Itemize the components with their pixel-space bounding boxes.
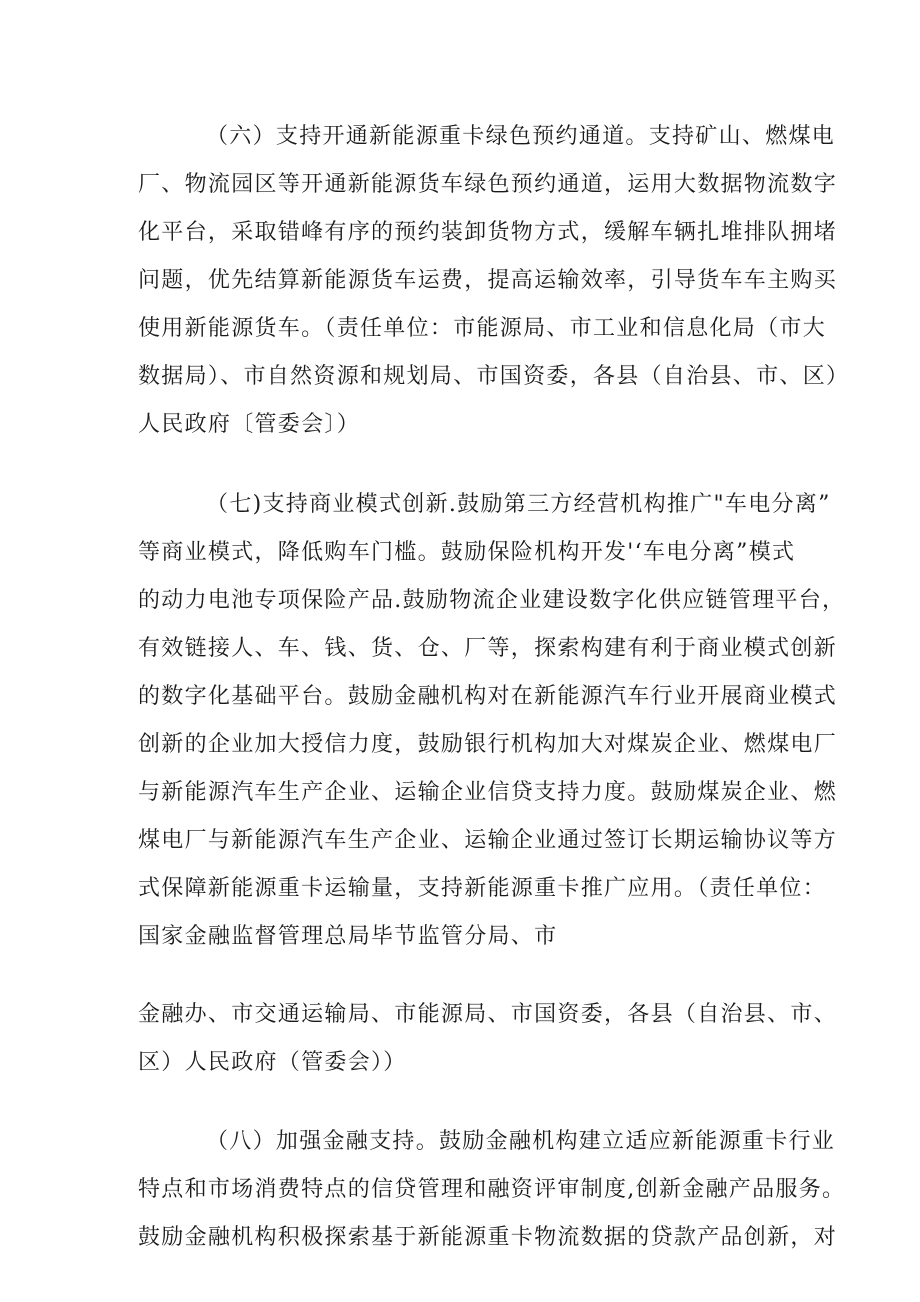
paragraph-7-line-8: 煤电厂与新能源汽车生产企业、运输企业通过签订长期运输协议等方 — [138, 828, 838, 853]
paragraph-7-line-1: （七)支持商业模式创新.鼓励第三方经营机构推广"车电分离” — [206, 492, 831, 517]
paragraph-6-line-1: （六）支持开通新能源重卡绿色预约通道。支持矿山、燃煤电 — [206, 124, 836, 149]
paragraph-8-line-2: 特点和市场消费特点的信贷管理和融资评审制度,创新金融产品服务。 — [138, 1177, 846, 1202]
paragraph-6-line-2: 厂、物流园区等开通新能源货车绿色预约通道，运用大数据物流数字 — [138, 172, 838, 197]
paragraph-7-line-4: 有效链接人、车、钱、货、仓、厂等，探索构建有利于商业模式创新 — [138, 636, 838, 661]
paragraph-6-line-5: 使用新能源货车。（责任单位：市能源局、市工业和信息化局（市大 — [138, 316, 827, 341]
paragraph-7-line-12: 区）人民政府（管委会）） — [138, 1050, 407, 1075]
paragraph-7-line-3: 的动力电池专项保险产品.鼓励物流企业建设数字化供应链管理平台， — [138, 588, 846, 613]
paragraph-7-line-2: 等商业模式，降低购车门槛。鼓励保险机构开发'‘车电分离”模式 — [138, 540, 796, 565]
paragraph-7-line-11: 金融办、市交通运输局、市能源局、市国资委，各县（自治县、市、 — [138, 1002, 838, 1027]
paragraph-7-line-9: 式保障新能源重卡运输量，支持新能源重卡推广应用。（责任单位： — [138, 876, 827, 901]
paragraph-8-line-3: 鼓励金融机构积极探索基于新能源重卡物流数据的贷款产品创新，对 — [138, 1225, 838, 1250]
paragraph-6-line-4: 问题，优先结算新能源货车运费，提高运输效率，引导货车车主购买 — [138, 268, 838, 293]
paragraph-6-line-7: 人民政府〔管委会〕） — [138, 412, 361, 437]
paragraph-6-line-6: 数据局）、市自然资源和规划局、市国资委，各县（自治县、市、区） — [138, 364, 850, 389]
paragraph-6-line-3: 化平台，采取错峰有序的预约装卸货物方式，缓解车辆扎堆排队拥堵 — [138, 220, 838, 245]
paragraph-7-line-6: 创新的企业加大授信力度，鼓励银行机构加大对煤炭企业、燃煤电厂 — [138, 732, 838, 757]
paragraph-7-line-10: 国家金融监督管理总局毕节监管分局、市 — [138, 924, 558, 949]
paragraph-8-line-1: （八）加强金融支持。鼓励金融机构建立适应新能源重卡行业 — [206, 1129, 836, 1154]
paragraph-7-line-7: 与新能源汽车生产企业、运输企业信贷支持力度。鼓励煤炭企业、燃 — [138, 780, 838, 805]
paragraph-7-line-5: 的数字化基础平台。鼓励金融机构对在新能源汽车行业开展商业模式 — [138, 684, 838, 709]
